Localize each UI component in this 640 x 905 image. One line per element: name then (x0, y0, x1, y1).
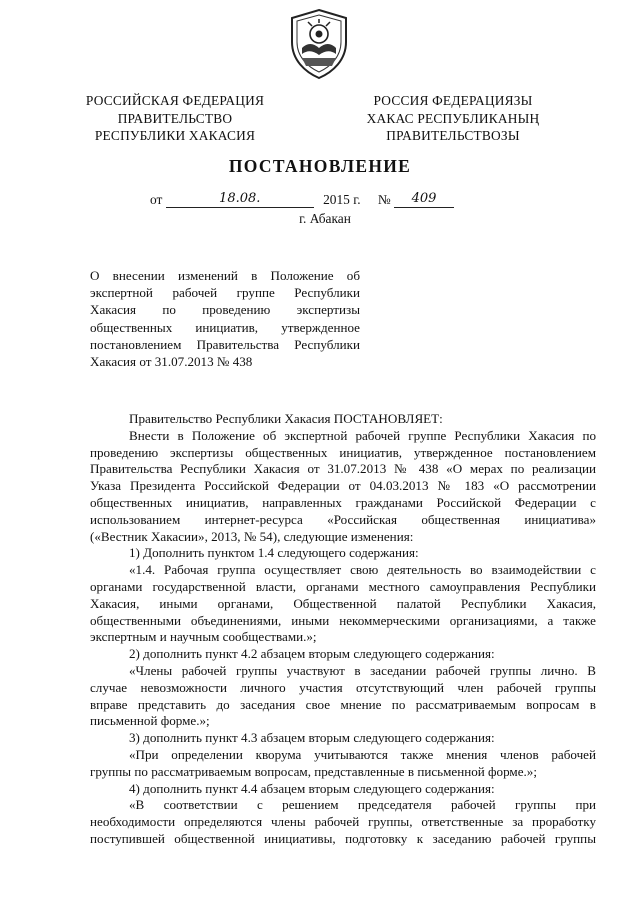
body-line: Правительство Республики Хакасия ПОСТАНОВЛЯЕТ: (129, 411, 443, 426)
header-left-line: РОССИЙСКАЯ ФЕДЕРАЦИЯ (85, 93, 265, 108)
body-line: общественных инициатив, направленных гражданами Российской Федерации с (90, 494, 596, 510)
subject-line: Хакасия по проведению экспертизы (90, 302, 360, 318)
header-right-line: РОССИЯ ФЕДЕРАЦИЯЗЫ (373, 93, 533, 108)
header-right-line: ХАКАС РЕСПУБЛИКАНЫҢ (366, 110, 540, 126)
subject-line: экспертной рабочей группе Республики (90, 285, 360, 301)
date-number-line (150, 192, 454, 212)
body-line: 1) Дополнить пунктом 1.4 следующего содержания: (129, 545, 419, 561)
document-number: 409 (394, 192, 454, 208)
body-line: группы по рассматриваемым вопросам, представленные в письменной форме.»; (90, 763, 537, 779)
subject-line: постановлением Правительства Республики (90, 336, 360, 352)
body-line: использованием интернет-ресурса «Российская общественная инициатива» (90, 511, 596, 527)
body-line: органами государственной власти, органами местного самоуправления Республики (90, 578, 596, 594)
date-value: 18.08. (166, 192, 314, 208)
body-line: («Вестник Хакасии», 2013, № 54), следующие изменения: (90, 528, 414, 544)
body-line: «Члены рабочей группы участвуют в заседании рабочей группы лично. В (129, 662, 596, 678)
body-line: Хакасия, иными органами, Общественной палатой Республики Хакасия, (90, 595, 596, 611)
city-name: г. Абакан (299, 211, 351, 226)
subject-block (90, 267, 360, 370)
header-right-line: ПРАВИТЕЛЬСТВОЗЫ (386, 128, 520, 143)
date-prefix: от (150, 192, 163, 207)
coat-of-arms-emblem (288, 8, 350, 80)
document-title: ПОСТАНОВЛЕНИЕ (228, 156, 412, 176)
body-line: Указа Президента Российской Федерации от 04.03.2013 № 183 «О рассмотрении (90, 478, 596, 494)
header-left-line: ПРАВИТЕЛЬСТВО (117, 110, 233, 126)
body-line: Внести в Положение об экспертной рабочей группе Республики Хакасия по (129, 427, 596, 443)
body-line: 4) дополнить пункт 4.4 абзацем вторым следующего содержания: (129, 780, 495, 796)
body-line: Правительства Республики Хакасия от 31.07.2013 № 438 «О мерах по реализации (90, 461, 596, 477)
body-line: «1.4. Рабочая группа осуществляет свою деятельность во взаимодействии с (129, 562, 596, 578)
body-line: письменной форме.»; (90, 713, 210, 729)
document-body (90, 411, 596, 848)
body-line: «В соответствии с решением председателя рабочей группы при (129, 797, 596, 813)
header-right (338, 92, 568, 145)
header-left-line: РЕСПУБЛИКИ ХАКАСИЯ (94, 128, 256, 143)
number-sign: № (377, 192, 391, 207)
body-line: «При определении кворума учитываются также мнения членов рабочей (129, 746, 596, 762)
body-line: вправе представить до заседания свое мнение по рассматриваемым вопросам в (90, 696, 596, 712)
body-line: необходимости определяются члены рабочей группы, ответственные за проработку (90, 814, 596, 830)
body-line: общественными объединениями, иными некоммерческими организациями, а также (90, 612, 596, 628)
subject-line: Хакасия от 31.07.2013 № 438 (90, 354, 253, 370)
body-line: экспертным и научным сообществами.»; (90, 629, 317, 645)
year-value: 2015 г. (323, 192, 361, 207)
body-line: 3) дополнить пункт 4.3 абзацем вторым следующего содержания: (129, 730, 495, 746)
body-line: 2) дополнить пункт 4.2 абзацем вторым следующего содержания: (129, 646, 495, 662)
body-line: проведению экспертизы общественных инициатив, утвержденное постановлением (90, 444, 596, 460)
subject-line: О внесении изменений в Положение об (90, 268, 360, 283)
subject-line: общественных инициатив, утвержденное (90, 319, 360, 335)
header-left (60, 92, 290, 145)
body-line: случае невозможности личного участия отсутствующий член рабочей группы (90, 679, 596, 695)
body-line: поступившей общественной инициативы, подготовку к заседанию рабочей группы (90, 830, 596, 846)
